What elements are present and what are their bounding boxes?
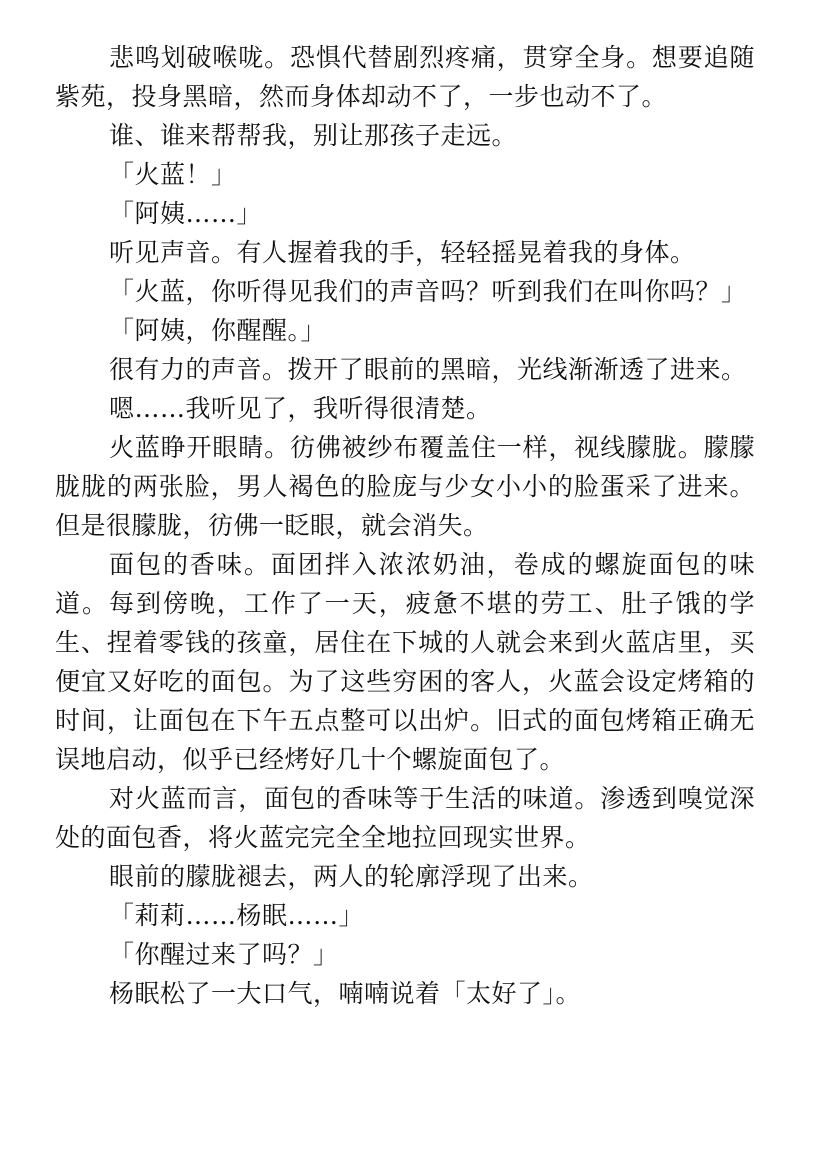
paragraph-3: 「火蓝！」 — [109, 160, 237, 189]
paragraph-16: 杨眠松了一大口气，喃喃说着「太好了」。 — [109, 979, 582, 1008]
paragraph-13: 眼前的朦胧褪去，两人的轮廓浮现了出来。 — [109, 862, 594, 891]
paragraph-7: 「阿姨，你醒醒。」 — [109, 316, 327, 345]
paragraph-10: 火蓝睁开眼睛。彷佛被纱布覆盖住一样，视线朦胧。朦朦胧胧的两张脸，男人褐色的脸庞与少女小小的脸蛋采了进来。但是很朦胧，彷佛一眨眼，就会消失。 — [55, 433, 755, 540]
paragraph-6: 「火蓝，你听得见我们的声音吗？听到我们在叫你吗？」 — [109, 277, 747, 306]
paragraph-1: 悲鸣划破喉咙。恐惧代替剧烈疼痛，贯穿全身。想要追随紫苑，投身黑暗，然而身体却动不了，一步也动不了。 — [55, 43, 755, 111]
paragraph-8: 很有力的声音。拨开了眼前的黑暗，光线渐渐透了进来。 — [109, 355, 747, 384]
paragraph-12: 对火蓝而言，面包的香味等于生活的味道。渗透到嗅觉深处的面包香，将火蓝完完全全地拉回现实世界。 — [55, 784, 755, 852]
paragraph-4: 「阿姨……」 — [109, 199, 263, 228]
paragraph-5: 听见声音。有人握着我的手，轻轻摇晃着我的身体。 — [109, 238, 696, 267]
paragraph-2: 谁、谁来帮帮我，别让那孩子走远。 — [109, 121, 518, 150]
paragraph-9: 嗯……我听见了，我听得很清楚。 — [109, 394, 492, 423]
paragraph-14: 「莉莉……杨眠……」 — [109, 901, 365, 930]
document-page — [55, 38, 755, 1013]
paragraph-11: 面包的香味。面团拌入浓浓奶油，卷成的螺旋面包的味道。每到傍晚，工作了一天，疲惫不堪的劳工、肚子饿的学生、捏着零钱的孩童，居住在下城的人就会来到火蓝店里，买便宜又好吃的面包。为了这些穷困的客人，火蓝会设定烤箱的时间，让面包在下午五点整可以出炉。旧式的面包烤箱正确无误地启动，似乎已经烤好几十个螺旋面包了。 — [55, 550, 755, 774]
paragraph-15: 「你醒过来了吗？」 — [109, 940, 339, 969]
